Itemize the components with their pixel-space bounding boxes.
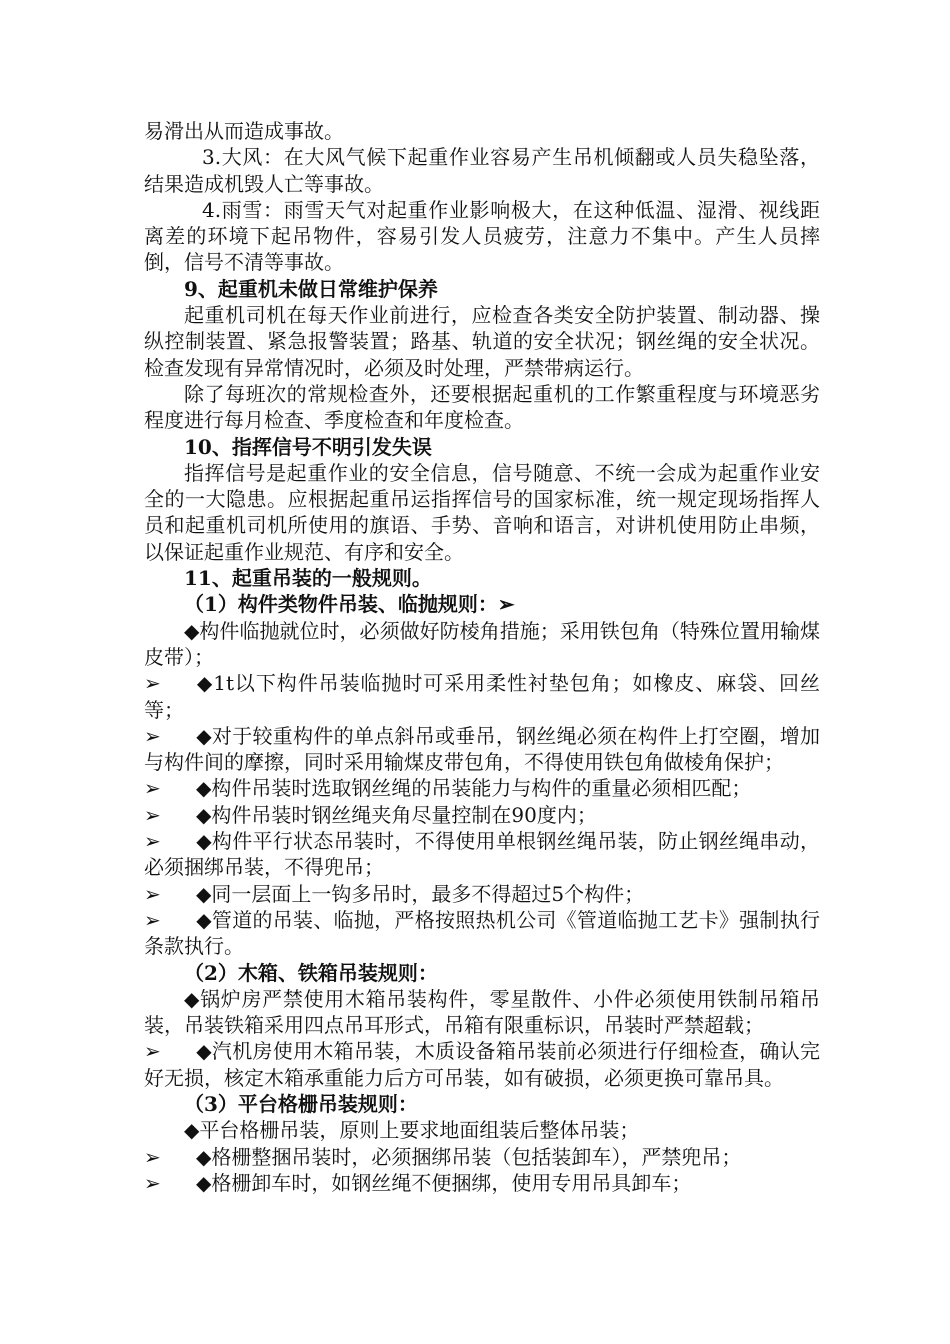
list-marker-icon: ➢ (144, 671, 161, 696)
paragraph-daily-inspection: 起重机司机在每天作业前进行，应检查各类安全防护装置、制动器、操纵控制装置、紧急报警装置；路基、轨道的安全状况；钢丝绳的安全状况。检查发现有异常情况时，必须及时处理，严禁带病运行。 (144, 303, 820, 380)
list-marker-icon: ➢ (144, 802, 161, 827)
paragraph-rain-snow: 4.雨雪：雨雪天气对起重作业影响极大，在这种低温、湿滑、视线距离差的环境下起吊物件，容易引发人员疲劳，注意力不集中。产生人员摔倒，信号不清等事故。 (144, 197, 820, 275)
list-item: ➢ ◆对于较重构件的单点斜吊或垂吊，钢丝绳必须在构件上打空圈，增加与构件间的摩擦，同时采用输煤皮带包角，不得使用铁包角做棱角保护； (144, 723, 820, 775)
list-item: ➢ ◆构件吊装时钢丝绳夹角尽量控制在90度内； (144, 802, 597, 827)
list-item: ◆构件临抛就位时，必须做好防棱角措施；采用铁包角（特殊位置用输煤皮带）； (144, 618, 820, 669)
list-marker-icon: ➢ (144, 1039, 161, 1064)
list-item: ➢ ◆构件平行状态吊装时，不得使用单根钢丝绳吊装，防止钢丝绳串动，必须捆绑吊装，不得兜吊； (144, 829, 820, 880)
list-item: ◆平台格栅吊装，原则上要求地面组装后整体吊装； (184, 1118, 640, 1143)
paragraph-periodic-inspection: 除了每班次的常规检查外，还要根据起重机的工作繁重程度与环境恶劣程度进行每月检查、季度检查和年度检查。 (144, 381, 820, 433)
heading-11: 11、起重吊装的一般规则。 (184, 566, 432, 591)
list-marker-icon: ➢ (144, 881, 161, 906)
list-item: ➢ ◆格栅卸车时，如钢丝绳不便捆绑，使用专用吊具卸车； (144, 1170, 692, 1195)
list-marker-icon: ➢ (144, 776, 161, 801)
list-marker-icon: ➢ (144, 907, 161, 932)
paragraph-signals: 指挥信号是起重作业的安全信息，信号随意、不统一会成为起重作业安全的一大隐患。应根据起重吊运指挥信号的国家标准，统一规定现场指挥人员和起重机司机所使用的旗语、手势、音响和语言，对讲机使用防止串频，以保证起重作业规范、有序和安全。 (144, 460, 820, 564)
document-body (144, 118, 820, 1196)
list-item: ➢ ◆同一层面上一钩多吊时，最多不得超过5个构件； (144, 881, 645, 906)
list-item: ➢ ◆格栅整捆吊装时，必须捆绑吊装（包括装卸车），严禁兜吊； (144, 1144, 742, 1169)
heading-9: 9、起重机未做日常维护保养 (184, 276, 438, 301)
list-marker-icon: ➢ (144, 1144, 161, 1169)
list-item: ➢ ◆管道的吊装、临抛，严格按照热机公司《管道临抛工艺卡》强制执行条款执行。 (144, 907, 820, 959)
list-item: ➢ ◆1t以下构件吊装临抛时可采用柔性衬垫包角；如橡皮、麻袋、回丝等； (144, 671, 820, 722)
list-item: ➢ ◆汽机房使用木箱吊装，木质设备箱吊装前必须进行仔细检查，确认完好无损，核定木箱承重能力后方可吊装，如有破损，必须更换可靠吊具。 (144, 1039, 820, 1090)
paragraph-wind: 3.大风：在大风气候下起重作业容易产生吊机倾翻或人员失稳坠落，结果造成机毁人亡等事故。 (144, 145, 820, 196)
heading-10: 10、指挥信号不明引发失误 (184, 434, 432, 459)
list-marker-icon: ➢ (144, 723, 161, 748)
list-marker-icon: ➢ (144, 829, 161, 854)
list-marker-icon: ➢ (144, 1170, 161, 1195)
subheading-components: （1）构件类物件吊装、临抛规则：➢ (184, 592, 515, 617)
paragraph-continuation: 易滑出从而造成事故。 (144, 119, 344, 143)
subheading-grating: （3）平台格栅吊装规则： (184, 1091, 418, 1116)
list-item: ➢ ◆构件吊装时选取钢丝绳的吊装能力与构件的重量必须相匹配； (144, 776, 752, 801)
list-item: ◆锅炉房严禁使用木箱吊装构件，零星散件、小件必须使用铁制吊箱吊装，吊装铁箱采用四点吊耳形式，吊箱有限重标识，吊装时严禁超载； (144, 986, 820, 1038)
subheading-boxes: （2）木箱、铁箱吊装规则： (184, 960, 438, 985)
